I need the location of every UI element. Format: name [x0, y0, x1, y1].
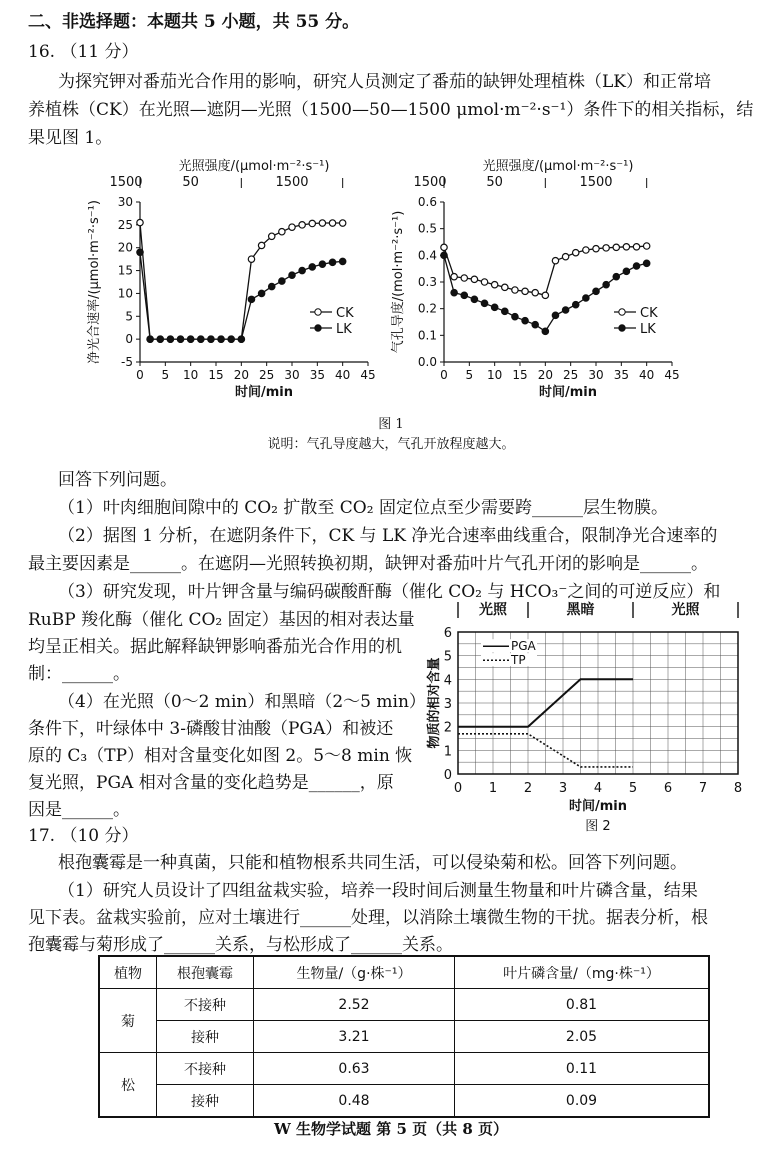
data-point-lk: [218, 336, 224, 342]
x-tick-label: 0: [136, 368, 144, 382]
data-point-lk: [583, 295, 589, 301]
data-point-lk: [309, 264, 315, 270]
x-tick-label: 4: [593, 781, 603, 796]
q16-intro-3: 果见图 1。: [28, 128, 113, 148]
data-point-lk: [157, 336, 163, 342]
top-label: 1500: [413, 175, 447, 190]
data-point-lk: [471, 296, 477, 302]
data-point-ck: [481, 279, 487, 285]
q16-part-4c: 原的 C₃（TP）相对含量变化如图 2。5～8 min 恢: [28, 746, 413, 766]
treatment-cell: 接种: [157, 1021, 254, 1053]
phase-label: 黑暗: [566, 602, 595, 618]
data-point-ck: [137, 219, 143, 225]
q17-number: 17. （10 分）: [28, 826, 139, 846]
data-point-ck: [491, 281, 497, 287]
y-tick-label: 0.5: [417, 221, 437, 236]
y-tick-label: 1: [443, 744, 452, 760]
data-point-lk: [187, 336, 193, 342]
data-point-lk: [633, 263, 639, 269]
data-point-lk: [441, 252, 447, 258]
legend-label: TP: [511, 653, 526, 668]
x-tick-label: 5: [161, 368, 170, 382]
x-axis-label: 时间/min: [538, 385, 598, 400]
plant-cell: 菊: [99, 989, 157, 1053]
figure-2: [420, 598, 760, 838]
y-tick-label: 30: [117, 195, 133, 209]
data-point-ck: [289, 224, 295, 230]
data-point-lk: [573, 301, 579, 307]
legend-marker: [315, 325, 321, 331]
table-row: [99, 1085, 709, 1118]
q17-intro: 根孢囊霉是一种真菌，只能和植物根系共同生活，可以侵染菊和松。回答下列问题。: [58, 853, 687, 873]
data-point-lk: [623, 268, 629, 274]
y-tick-label: 0.4: [417, 248, 437, 263]
data-point-ck: [623, 244, 629, 250]
x-tick-label: 0: [440, 368, 448, 382]
q16-part-2b: 最主要因素是______。在遮阴—光照转换初期，缺钾对番茄叶片气孔开闭的影响是______。: [28, 554, 708, 574]
x-tick-label: 20: [537, 368, 553, 382]
y-tick-label: 0.3: [417, 275, 437, 289]
data-point-ck: [532, 289, 538, 295]
data-point-ck: [269, 233, 275, 239]
header-phosphorus: 叶片磷含量/（mg·株⁻¹）: [455, 956, 710, 989]
data-point-ck: [573, 249, 579, 255]
figure-1: [0, 150, 782, 410]
data-point-ck: [279, 229, 285, 235]
data-point-ck: [309, 220, 315, 226]
data-point-ck: [258, 242, 264, 248]
data-point-lk: [147, 336, 153, 342]
table-header-row: [99, 956, 709, 989]
series-line-ck: [444, 246, 647, 295]
data-point-ck: [512, 287, 518, 293]
x-tick-label: 40: [639, 368, 655, 382]
x-tick-label: 35: [613, 368, 629, 382]
figure-caption: 图 2: [585, 819, 611, 834]
y-tick-label: 0.2: [417, 301, 437, 316]
x-tick-label: 15: [208, 368, 224, 382]
data-point-lk: [461, 292, 467, 298]
q16-part-3d: 制：______。: [28, 664, 130, 684]
data-point-lk: [238, 336, 244, 342]
y-tick-label: 0.6: [417, 195, 437, 209]
biomass-cell: 3.21: [254, 1021, 455, 1053]
data-point-lk: [137, 249, 143, 255]
x-tick-label: 10: [487, 368, 503, 382]
data-point-ck: [299, 222, 305, 228]
y-tick-label: 25: [117, 217, 133, 232]
q16-part-4b: 条件下，叶绿体中 3-磷酸甘油酸（PGA）和被还: [28, 719, 394, 739]
x-tick-label: 25: [259, 368, 275, 382]
data-point-lk: [269, 283, 275, 289]
q17-part-1c: 孢囊霉与菊形成了______关系，与松形成了______关系。: [28, 935, 453, 955]
legend-label: PGA: [511, 639, 536, 654]
q16-part-3a: （3）研究发现，叶片钾含量与编码碳酸酐酶（催化 CO₂ 与 HCO₃⁻之间的可逆反应）和: [58, 582, 721, 602]
data-point-ck: [633, 244, 639, 250]
page-footer: W 生物学试题 第 5 页（共 8 页）: [273, 1120, 509, 1138]
data-point-ck: [329, 220, 335, 226]
q16-part-4d: 复光照，PGA 相对含量的变化趋势是______，原: [28, 773, 394, 793]
data-point-lk: [502, 308, 508, 314]
q16-part-1: （1）叶肉细胞间隙中的 CO₂ 扩散至 CO₂ 固定位点至少需要跨______层生物膜。: [58, 498, 668, 518]
fig1-caption: 图 1: [378, 417, 404, 432]
legend-marker: [619, 309, 625, 315]
results-table: [98, 955, 710, 1118]
fig1-note: 说明：气孔导度越大，气孔开放程度越大。: [267, 437, 515, 452]
x-tick-label: 20: [233, 368, 249, 382]
x-tick-label: 3: [558, 781, 568, 796]
y-tick-label: 10: [117, 286, 133, 301]
data-point-lk: [228, 336, 234, 342]
data-point-lk: [451, 289, 457, 295]
x-axis-label: 时间/min: [568, 799, 628, 814]
data-point-ck: [319, 220, 325, 226]
data-point-ck: [542, 292, 548, 298]
x-tick-label: 5: [628, 781, 638, 796]
data-point-lk: [279, 278, 285, 284]
biomass-cell: 0.63: [254, 1053, 455, 1085]
phosphorus-cell: 0.09: [455, 1085, 710, 1118]
data-point-lk: [593, 288, 599, 294]
data-point-ck: [522, 288, 528, 294]
top-label: 50: [182, 175, 199, 190]
header-biomass: 生物量/（g·株⁻¹）: [254, 956, 455, 989]
data-point-ck: [613, 244, 619, 250]
x-tick-label: 45: [664, 368, 680, 382]
treatment-cell: 接种: [157, 1085, 254, 1118]
y-axis-label: 净光合速率/(μmol·m⁻²·s⁻¹): [87, 200, 102, 364]
data-point-ck: [562, 253, 568, 259]
q16-part-2a: （2）据图 1 分析，在遮阴条件下，CK 与 LK 净光合速率曲线重合，限制净光合速率的: [58, 526, 718, 546]
data-point-lk: [532, 321, 538, 327]
header-fungus: 根孢囊霉: [157, 956, 254, 989]
x-tick-label: 35: [309, 368, 325, 382]
data-point-lk: [198, 336, 204, 342]
data-point-lk: [491, 304, 497, 310]
plant-cell: 松: [99, 1053, 157, 1118]
table-row: [99, 1053, 709, 1085]
x-tick-label: 15: [512, 368, 528, 382]
data-point-lk: [562, 307, 568, 313]
top-axis-title: 光照强度/(μmol·m⁻²·s⁻¹): [482, 159, 634, 174]
top-label: 50: [486, 175, 503, 190]
y-tick-label: -5: [121, 355, 133, 369]
y-axis-label: 物质的相对含量: [427, 657, 442, 749]
q16-part-3c: 均呈正相关。据此解释缺钾影响番茄光合作用的机: [28, 637, 402, 657]
data-point-lk: [522, 317, 528, 323]
data-point-ck: [583, 247, 589, 253]
y-axis-label: 气孔导度/(mol·m⁻²·s⁻¹): [391, 210, 406, 354]
data-point-lk: [208, 336, 214, 342]
data-point-ck: [451, 273, 457, 279]
legend-label: CK: [336, 306, 354, 321]
data-point-lk: [613, 273, 619, 279]
biomass-cell: 2.52: [254, 989, 455, 1021]
data-point-lk: [603, 281, 609, 287]
y-tick-label: 15: [117, 263, 133, 278]
data-point-lk: [289, 272, 295, 278]
x-tick-label: 30: [588, 368, 604, 382]
data-point-lk: [643, 260, 649, 266]
x-tick-label: 40: [335, 368, 351, 382]
top-label: 1500: [275, 175, 309, 190]
x-tick-label: 8: [733, 781, 743, 796]
header-plant: 植物: [99, 956, 157, 989]
phosphorus-cell: 2.05: [455, 1021, 710, 1053]
data-point-lk: [299, 267, 305, 273]
y-tick-label: 0.1: [417, 328, 437, 343]
data-point-lk: [258, 290, 264, 296]
legend-label: CK: [640, 306, 658, 321]
x-tick-label: 45: [360, 368, 376, 382]
y-tick-label: 3: [443, 697, 452, 712]
data-point-ck: [441, 244, 447, 250]
biomass-cell: 0.48: [254, 1085, 455, 1118]
y-tick-label: 0: [125, 332, 133, 347]
y-tick-label: 20: [117, 240, 133, 255]
data-point-ck: [339, 220, 345, 226]
q16-intro-2: 养植株（CK）在光照—遮阴—光照（1500—50—1500 μmol·m⁻²·s⁻¹）条件下的相关指标，结: [28, 100, 754, 120]
section-header: 二、非选择题：本题共 5 小题，共 55 分。: [28, 12, 360, 32]
phase-label: 光照: [479, 602, 507, 618]
y-tick-label: 0: [443, 768, 452, 783]
x-axis-label: 时间/min: [234, 385, 294, 400]
data-point-ck: [461, 275, 467, 281]
data-point-ck: [552, 257, 558, 263]
data-point-lk: [167, 336, 173, 342]
x-tick-label: 10: [183, 368, 199, 382]
data-point-ck: [593, 245, 599, 251]
treatment-cell: 不接种: [157, 989, 254, 1021]
data-point-lk: [177, 336, 183, 342]
legend-label: LK: [640, 322, 656, 337]
x-tick-label: 2: [523, 781, 533, 796]
q16-number: 16. （11 分）: [28, 42, 139, 62]
data-point-lk: [481, 300, 487, 306]
q17-part-1a: （1）研究人员设计了四组盆栽实验，培养一段时间后测量生物量和叶片磷含量，结果: [58, 881, 698, 901]
treatment-cell: 不接种: [157, 1053, 254, 1085]
data-point-ck: [471, 276, 477, 282]
data-point-lk: [542, 328, 548, 334]
x-tick-label: 7: [698, 781, 708, 796]
y-tick-label: 5: [125, 309, 133, 324]
x-tick-label: 30: [284, 368, 300, 382]
data-point-ck: [248, 256, 254, 262]
y-tick-label: 5: [443, 649, 452, 665]
y-tick-label: 4: [443, 673, 452, 689]
data-point-lk: [329, 259, 335, 265]
x-tick-label: 5: [465, 368, 474, 382]
table-row: [99, 1021, 709, 1053]
data-point-ck: [643, 243, 649, 249]
x-tick-label: 6: [663, 781, 673, 796]
legend-marker: [315, 309, 321, 315]
data-point-lk: [319, 261, 325, 267]
q16-intro-1: 为探究钾对番茄光合作用的影响，研究人员测定了番茄的缺钾处理植株（LK）和正常培: [58, 72, 711, 92]
y-tick-label: 0.0: [417, 355, 437, 369]
phosphorus-cell: 0.11: [455, 1053, 710, 1085]
top-label: 1500: [109, 175, 143, 190]
phosphorus-cell: 0.81: [455, 989, 710, 1021]
q16-part-4e: 因是______。: [28, 800, 130, 820]
top-label: 1500: [579, 175, 613, 190]
q16-part-4a: （4）在光照（0～2 min）和黑暗（2～5 min）: [58, 692, 426, 712]
table-row: [99, 989, 709, 1021]
q17-part-1b: 见下表。盆栽实验前，应对土壤进行______处理，以消除土壤微生物的干扰。据表分析，根: [28, 908, 708, 928]
phase-label: 光照: [671, 602, 700, 618]
data-point-lk: [512, 313, 518, 319]
x-tick-label: 0: [453, 781, 463, 796]
y-tick-label: 2: [443, 720, 452, 736]
y-tick-label: 6: [443, 626, 452, 641]
answer-prompt: 回答下列问题。: [58, 470, 177, 490]
x-tick-label: 1: [488, 781, 498, 796]
data-point-ck: [502, 284, 508, 290]
legend-marker: [619, 325, 625, 331]
legend-label: LK: [336, 322, 352, 337]
top-axis-title: 光照强度/(μmol·m⁻²·s⁻¹): [178, 159, 330, 174]
x-tick-label: 25: [563, 368, 579, 382]
series-line-ck: [140, 223, 343, 340]
data-point-lk: [552, 312, 558, 318]
data-point-lk: [339, 258, 345, 264]
data-point-ck: [603, 245, 609, 251]
q16-part-3b: RuBP 羧化酶（催化 CO₂ 固定）基因的相对表达量: [28, 610, 415, 630]
data-point-lk: [248, 296, 254, 302]
